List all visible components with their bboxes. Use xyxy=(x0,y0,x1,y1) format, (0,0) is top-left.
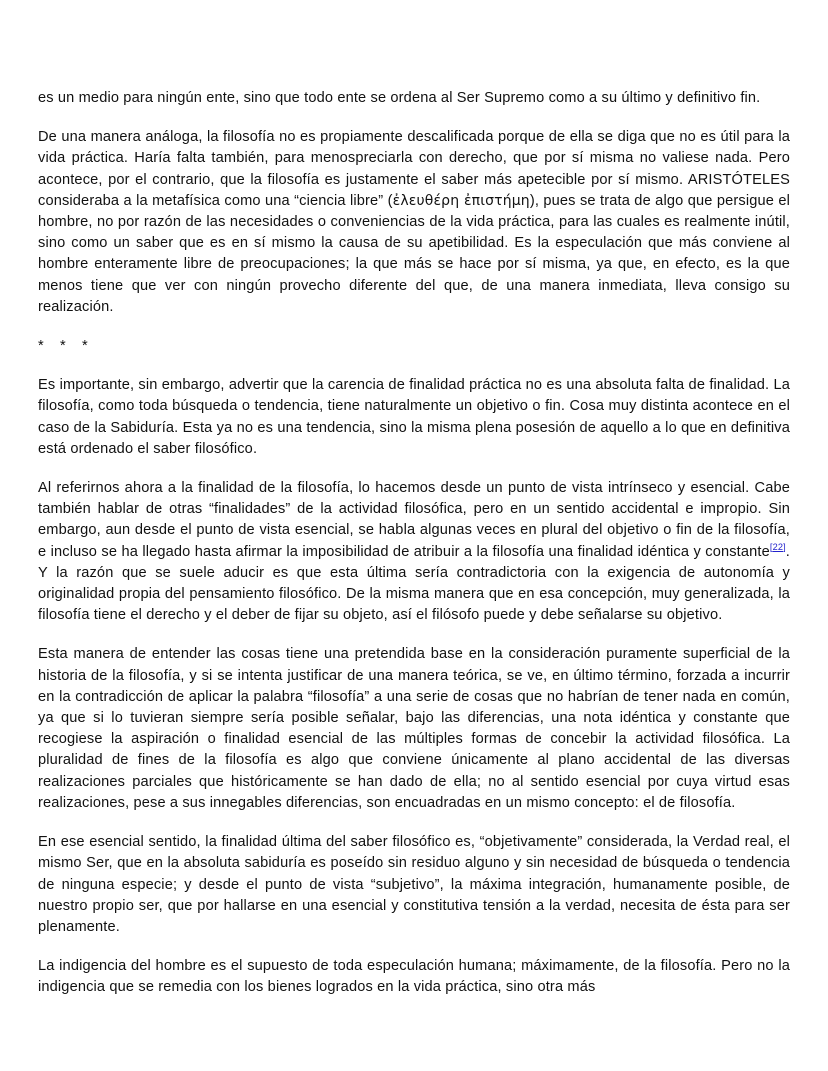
paragraph-5: Esta manera de entender las cosas tiene una pretendida base en la consideración puramente superficial de la historia de la filosofía, y si se intenta justificar de una manera teórica, se ve, en último término, forzada a incurrir en la contradicción de aplicar la palabra “filosofía” a una serie de cosas que no habrían de tener nada en común, ya que si lo tuvieran siempre sería posible señalar, bajo las diferencias, una nota idéntica y constante que recogiese la aspiración o finalidad esencial de las múltiples formas de concebir la actividad filosófica. La pluralidad de fines de la filosofía es algo que conviene únicamente al plano accidental de las diversas realizaciones parciales que históricamente se han dado de ella; no al sentido esencial por cuya virtud esas realizaciones, pese a sus innegables diferencias, son encuadradas en un mismo concepto: el de filosofía. xyxy=(38,646,790,811)
paragraph-1: es un medio para ningún ente, sino que todo ente se ordena al Ser Supremo como a su último y definitivo fin. xyxy=(38,90,761,106)
paragraph-4 xyxy=(38,478,790,626)
footnote-reference-22[interactable]: [22] xyxy=(769,541,786,552)
paragraph-3: Es importante, sin embargo, advertir que la carencia de finalidad práctica no es una absoluta falta de finalidad. La filosofía, como toda búsqueda o tendencia, tiene naturalmente un objetivo o fin. Cosa muy distinta acontece en el caso de la Sabiduría. Esta ya no es una tendencia, sino la misma plena posesión de aquello a lo que en definitiva está ordenado el saber filosófico. xyxy=(38,377,790,457)
section-separator-asterisks: * * * xyxy=(38,338,94,355)
paragraph-4-text-after-footnote: . Y la razón que se suele aducir es que esta última sería contradictoria con la exigencia de autonomía y originalidad propia del pensamiento filosófico. De la misma manera que en esa concepción, muy generalizada, la filosofía tiene el derecho y el deber de fijar su objeto, así el filósofo puede y debe señalarse su objetivo. xyxy=(38,543,790,624)
paragraph-2-text-after-greek: ), pues se trata de algo que persigue el hombre, no por razón de las necesidades o conveniencias de la vida práctica, para las cuales es realmente inútil, sino como un saber que es en sí mismo la causa de su apetibilidad. Es la especulación que más conviene al hombre enteramente libre de preocupaciones; la que más se hace por sí misma, ya que, en efecto, es la que menos tiene que ver con ningún provecho diferente del que, de una manera inmediata, lleva consigo su realización. xyxy=(38,192,790,315)
paragraph-6: En ese esencial sentido, la finalidad última del saber filosófico es, “objetivamente” considerada, la Verdad real, el mismo Ser, que en la absoluta sabiduría es poseído sin residuo alguno y sin necesidad de búsqueda o tendencia de ninguna especie; y desde el punto de vista “subjetivo”, la máxima integración, humanamente posible, de nuestro propio ser, que por hallarse en una esencial y constitutiva tensión a la verdad, necesita de ésta para ser plenamente. xyxy=(38,834,790,935)
greek-phrase-eleuthere-episteme: ἐλευθέρη ἐπιστήμη xyxy=(392,192,530,209)
text-column xyxy=(38,88,790,999)
paragraph-2-text-before-greek: De una manera análoga, la filosofía no es propiamente descalificada porque de ella se diga que no es útil para la vida práctica. Haría falta también, para menospreciarla con derecho, que por sí misma no valiese nada. Pero acontece, por el contrario, que la filosofía es justamente el saber más apetecible por sí mismo. ARISTÓTELES consideraba a la metafísica como una “ciencia libre” ( xyxy=(38,129,790,209)
paragraph-2 xyxy=(38,127,790,318)
paragraph-7: La indigencia del hombre es el supuesto de toda especulación humana; máximamente, de la filosofía. Pero no la indigencia que se remedia con los bienes logrados en la vida práctica, sino otra más xyxy=(38,958,790,996)
paragraph-4-text-before-footnote: Al referirnos ahora a la finalidad de la filosofía, lo hacemos desde un punto de vista intrínseco y esencial. Cabe también hablar de otras “finalidades” de la actividad filosófica, pero en un sentido accidental e impropio. Sin embargo, aun desde el punto de vista esencial, se habla algunas veces en plural del objetivo o fin de la filosofía, e incluso se ha llegado hasta afirmar la imposibilidad de atribuir a la filosofía una finalidad idéntica y constante xyxy=(38,480,790,560)
